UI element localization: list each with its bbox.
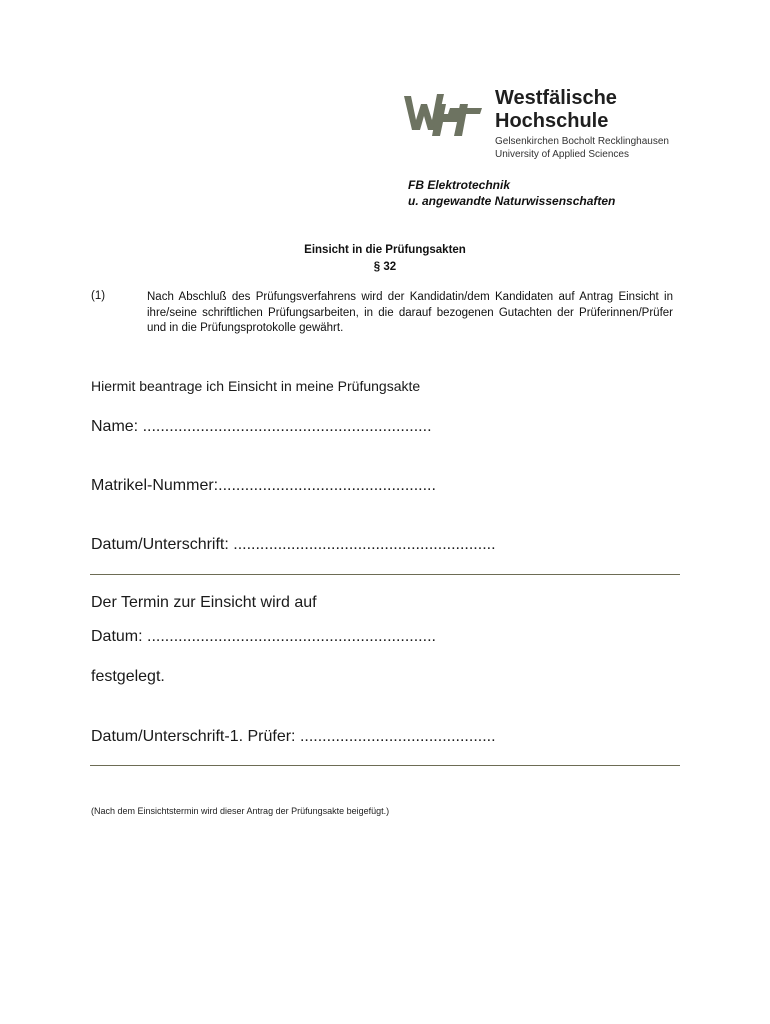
appointment-intro: Der Termin zur Einsicht wird auf	[91, 594, 317, 611]
examiner-signature-field[interactable]: Datum/Unterschrift-1. Prüfer: ............................................	[91, 728, 496, 745]
name-field[interactable]: Name: .................................................................	[91, 418, 432, 435]
logo-tagline: University of Applied Sciences	[495, 149, 629, 160]
appointment-date-field[interactable]: Datum: .................................................................	[91, 628, 436, 645]
university-logo-mark	[404, 86, 488, 142]
footnote: (Nach dem Einsichtstermin wird dieser Antrag der Prüfungsakte beigefügt.)	[91, 806, 390, 816]
department-line1: FB Elektrotechnik	[408, 178, 511, 192]
logo-subtitle	[495, 135, 669, 161]
department-line2: u. angewandte Naturwissenschaften	[408, 194, 616, 208]
paragraph-text: Nach Abschluß des Prüfungsverfahrens wird der Kandidatin/dem Kandidaten auf Antrag Einsicht in ihre/seine schriftlichen Prüfungsarbeiten, in die darauf bezogenen Gutachten der Prüferinnen/Prüfer und in die Prüfungsprotokolle gewährt.	[147, 291, 673, 334]
logo-name-line2: Hochschule	[495, 110, 609, 132]
divider-line-2	[90, 765, 680, 766]
divider-line-1	[90, 574, 680, 575]
logo-cities: Gelsenkirchen Bocholt Recklinghausen	[495, 136, 669, 147]
logo-wordmark	[495, 87, 617, 133]
logo-name-line1: Westfälische	[495, 87, 617, 109]
request-intro: Hiermit beantrage ich Einsicht in meine Prüfungsakte	[91, 378, 421, 394]
paragraph-number: (1)	[91, 290, 106, 302]
festgelegt-text: festgelegt.	[91, 668, 165, 685]
matrikel-number-field[interactable]: Matrikel-Nummer:.................................................	[91, 477, 436, 494]
document-title: Einsicht in die Prüfungsakten	[304, 244, 466, 256]
section-number: § 32	[373, 261, 397, 273]
date-signature-field[interactable]: Datum/Unterschrift: ...........................................................	[91, 536, 496, 553]
department-block	[408, 177, 615, 209]
